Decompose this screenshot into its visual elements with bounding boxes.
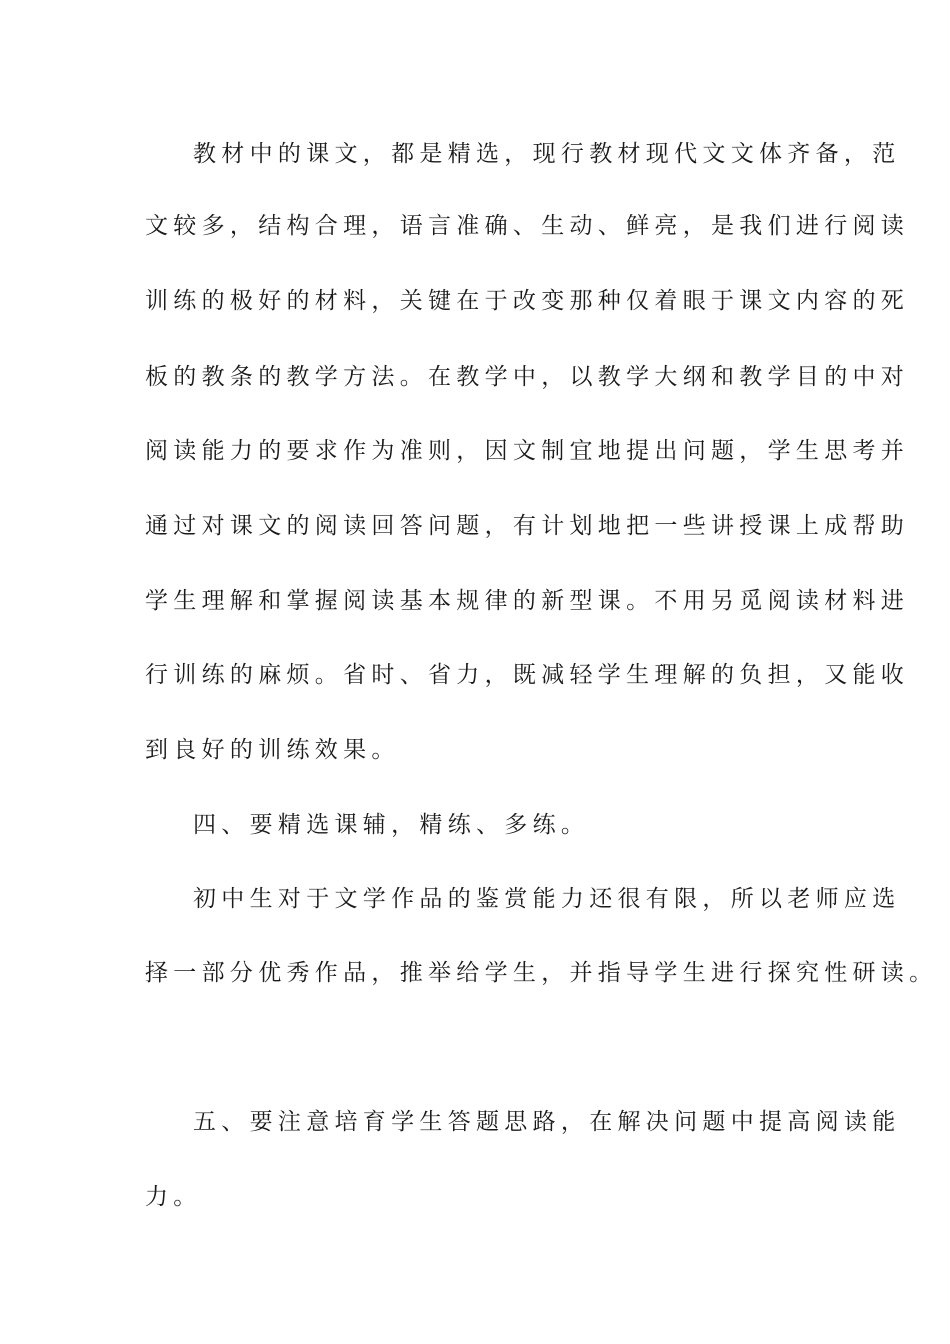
paragraph-1-line-8: 行训练的麻烦。省时、省力，既减轻学生理解的负担，又能收: [145, 662, 910, 688]
paragraph-1-line-4: 板的教条的教学方法。在教学中，以教学大纲和教学目的中对: [145, 364, 910, 390]
paragraph-1-line-9: 到良好的训练效果。: [145, 737, 400, 763]
paragraph-1-line-1: 教材中的课文，都是精选，现行教材现代文文体齐备，范: [193, 141, 901, 167]
paragraph-2-line-2: 择一部分优秀作品，推举给学生，并指导学生进行探究性研读。: [145, 960, 938, 986]
paragraph-1-line-5: 阅读能力的要求作为准则，因文制宜地提出问题，学生思考并: [145, 438, 910, 464]
paragraph-1-line-7: 学生理解和掌握阅读基本规律的新型课。不用另觅阅读材料进: [145, 588, 910, 614]
section-heading-5-line-2: 力。: [145, 1184, 202, 1210]
paragraph-2-line-1: 初中生对于文学作品的鉴赏能力还很有限，所以老师应选: [193, 886, 901, 912]
paragraph-1-line-6: 通过对课文的阅读回答问题，有计划地把一些讲授课上成帮助: [145, 513, 910, 539]
section-heading-5-line-1: 五、要注意培育学生答题思路，在解决问题中提高阅读能: [193, 1109, 901, 1135]
paragraph-1-line-3: 训练的极好的材料，关键在于改变那种仅着眼于课文内容的死: [145, 288, 910, 314]
section-heading-4: 四、要精选课辅，精练、多练。: [193, 812, 590, 838]
paragraph-1-line-2: 文较多，结构合理，语言准确、生动、鲜亮，是我们进行阅读: [145, 213, 910, 239]
